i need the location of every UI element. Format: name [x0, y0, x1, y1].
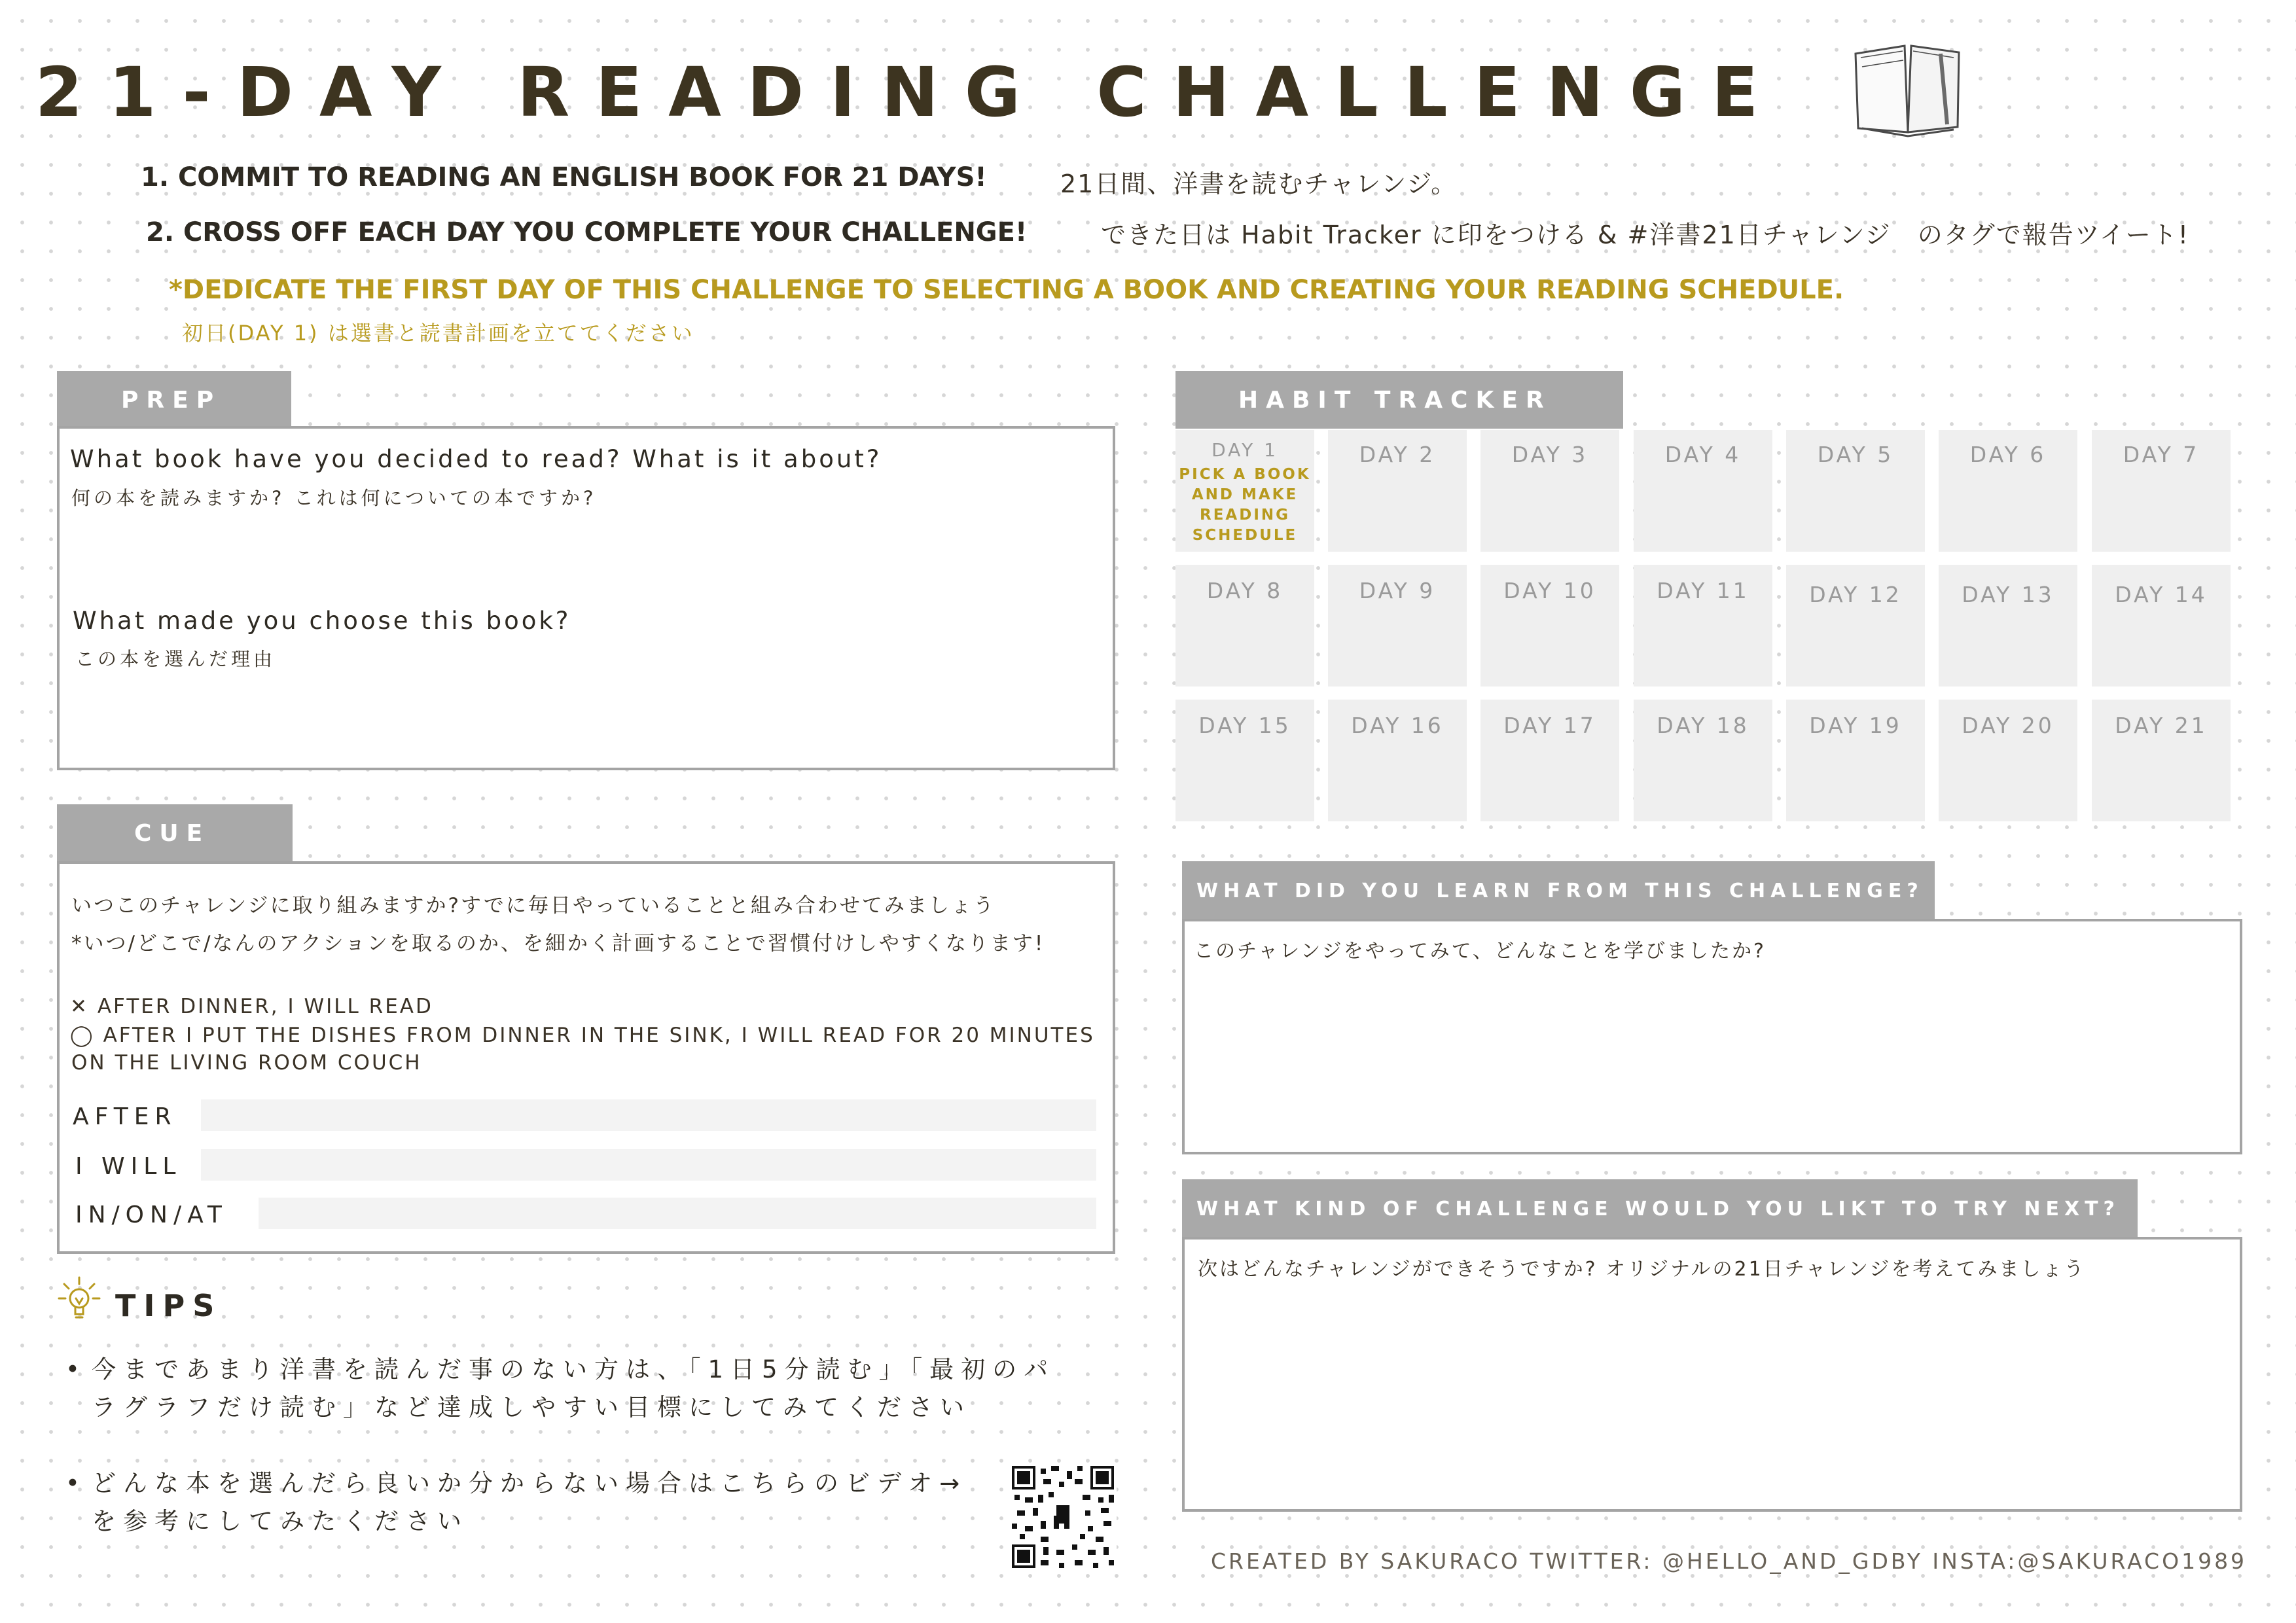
first-day-note-jp: 初日(DAY 1) は選書と読書計画を立ててください	[182, 321, 694, 346]
good-example-continued: ON THE LIVING ROOM COUCH	[71, 1051, 422, 1075]
day-cell-12[interactable]: DAY 12	[1786, 565, 1925, 687]
day-cell-19[interactable]: DAY 19	[1786, 700, 1925, 821]
day-cell-1[interactable]: DAY 1 PICK A BOOK AND MAKE READING SCHEDULE	[1175, 430, 1314, 552]
rule-1-jp: 21日間、洋書を読むチャレンジ。	[1060, 169, 1458, 198]
day-cell-7[interactable]: DAY 7	[2092, 430, 2231, 552]
day-cell-20[interactable]: DAY 20	[1939, 700, 2077, 821]
day-cell-17[interactable]: DAY 17	[1480, 700, 1619, 821]
circle-icon: ◯	[70, 1024, 95, 1047]
prep-question-2: What made you choose this book?	[73, 607, 571, 635]
after-field[interactable]	[201, 1099, 1096, 1131]
prep-box[interactable]	[57, 426, 1115, 770]
first-day-note: *DEDICATE THE FIRST DAY OF THIS CHALLENGE TO SELECTING A BOOK AND CREATING YOUR READING SCHEDULE.	[169, 275, 1844, 305]
cue-box	[57, 861, 1115, 1254]
place-label: IN/ON/AT	[75, 1202, 228, 1228]
page-title: 21-DAY READING CHALLENGE	[35, 52, 1785, 132]
cue-tab: CUE	[57, 804, 293, 862]
next-prompt: 次はどんなチャレンジができそうですか? オリジナルの21日チャレンジを考えてみましょう	[1198, 1258, 2086, 1281]
day-cell-11[interactable]: DAY 11	[1634, 565, 1772, 687]
day-cell-18[interactable]: DAY 18	[1634, 700, 1772, 821]
open-book-icon	[1849, 41, 1967, 139]
prep-tab: PREP	[57, 371, 291, 429]
tips-title: TIPS	[115, 1288, 223, 1323]
bad-example: AFTER DINNER, I WILL READ	[97, 995, 433, 1018]
day-cell-9[interactable]: DAY 9	[1328, 565, 1467, 687]
day-cell-4[interactable]: DAY 4	[1634, 430, 1772, 552]
cue-hint: *いつ/どこで/なんのアクションを取るのか、を細かく計画することで習慣付けしやすくなります!	[71, 932, 1045, 955]
day-cell-2[interactable]: DAY 2	[1328, 430, 1467, 552]
day-1-note: PICK A BOOK AND MAKE READING SCHEDULE	[1179, 466, 1311, 544]
will-field[interactable]	[201, 1149, 1096, 1181]
prep-question-1-jp: 何の本を読みますか? これは何についての本ですか?	[71, 487, 597, 509]
habit-tracker-tab: HABIT TRACKER	[1175, 371, 1623, 429]
qr-code[interactable]	[1009, 1463, 1117, 1571]
day-cell-13[interactable]: DAY 13	[1939, 565, 2077, 687]
good-example: AFTER I PUT THE DISHES FROM DINNER IN THE SINK, I WILL READ FOR 20 MINUTES	[103, 1024, 1095, 1047]
learn-box[interactable]	[1182, 919, 2242, 1154]
after-label: AFTER	[73, 1103, 177, 1130]
prep-question-2-jp: この本を選んだ理由	[75, 648, 276, 670]
day-cell-16[interactable]: DAY 16	[1328, 700, 1467, 821]
cross-icon: ✕	[70, 995, 89, 1018]
day-cell-21[interactable]: DAY 21	[2092, 700, 2231, 821]
day-cell-8[interactable]: DAY 8	[1175, 565, 1314, 687]
prep-question-1: What book have you decided to read? What is it about?	[70, 445, 882, 473]
cue-instruction: いつこのチャレンジに取り組みますか?すでに毎日やっていることと組み合わせてみましょう	[71, 894, 996, 918]
day-cell-15[interactable]: DAY 15	[1175, 700, 1314, 821]
rule-2-jp: できた日は Habit Tracker に印をつける & #洋書21日チャレンジ のタグで報告ツイート!	[1101, 221, 2190, 249]
day-cell-10[interactable]: DAY 10	[1480, 565, 1619, 687]
next-box[interactable]	[1182, 1237, 2242, 1512]
rule-2: 2. CROSS OFF EACH DAY YOU COMPLETE YOUR CHALLENGE!	[146, 217, 1028, 247]
day-cell-5[interactable]: DAY 5	[1786, 430, 1925, 552]
day-cell-14[interactable]: DAY 14	[2092, 565, 2231, 687]
day-cell-3[interactable]: DAY 3	[1480, 430, 1619, 552]
place-field[interactable]	[259, 1198, 1096, 1229]
will-label: I WILL	[75, 1153, 182, 1180]
credit-line: CREATED BY SAKURACO TWITTER: @HELLO_AND_GDBY INSTA:@SAKURACO1989	[1211, 1548, 2248, 1574]
learn-prompt: このチャレンジをやってみて、どんなことを学びましたか?	[1194, 940, 1766, 963]
rule-1: 1. COMMIT TO READING AN ENGLISH BOOK FOR 21 DAYS!	[141, 162, 987, 192]
habit-tracker-grid	[1175, 430, 2233, 823]
next-tab: WHAT KIND OF CHALLENGE WOULD YOU LIKT TO TRY NEXT?	[1182, 1179, 2138, 1238]
lightbulb-icon	[56, 1272, 102, 1325]
learn-tab: WHAT DID YOU LEARN FROM THIS CHALLENGE?	[1182, 861, 1935, 920]
day-cell-6[interactable]: DAY 6	[1939, 430, 2077, 552]
